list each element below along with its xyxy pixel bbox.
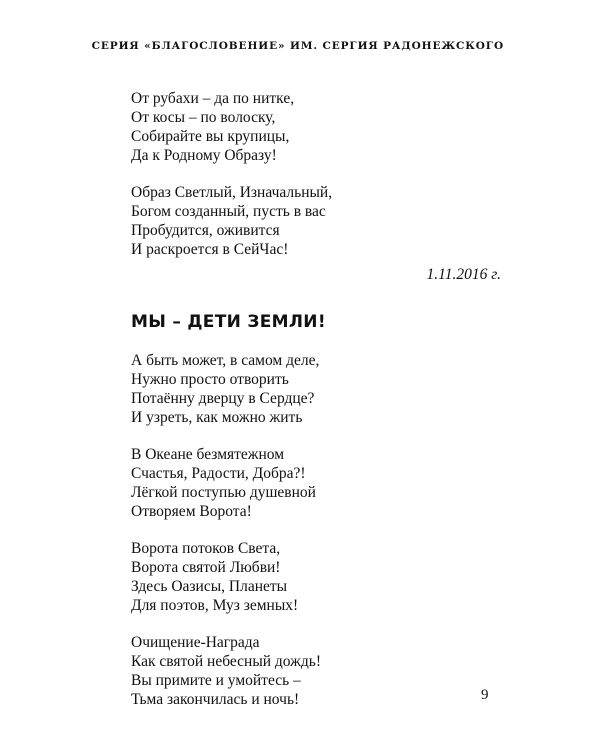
verse-line: А быть может, в самом деле, bbox=[131, 352, 320, 369]
poem2-stanza-1 bbox=[131, 351, 501, 427]
running-header: СЕРИЯ «БЛАГОСЛОВЕНИЕ» ИМ. СЕРГИЯ РАДОНЕЖСКОГО bbox=[91, 40, 504, 52]
verse-line: Ворота святой Любви! bbox=[131, 559, 281, 576]
verse-line: Богом созданный, пусть в вас bbox=[131, 203, 326, 220]
verse-line: Как святой небесный дождь! bbox=[131, 653, 321, 670]
page-content bbox=[131, 89, 501, 709]
verse-line: Образ Светлый, Изначальный, bbox=[131, 184, 333, 201]
poem-date: 1.11.2016 г. bbox=[426, 266, 501, 283]
verse-line: В Океане безмятежном bbox=[131, 446, 285, 463]
poem-title: МЫ – ДЕТИ ЗЕМЛИ! bbox=[131, 312, 326, 332]
verse-line: Потаённу дверцу в Сердце? bbox=[131, 390, 315, 407]
verse-line: Тьма закончилась и ночь! bbox=[131, 691, 300, 708]
verse-line: Вы примите и умойтесь – bbox=[131, 672, 301, 689]
verse-line: От рубахи – да по нитке, bbox=[131, 90, 295, 107]
verse-line: И узреть, как можно жить bbox=[131, 409, 303, 426]
poem1-stanza-2 bbox=[131, 183, 501, 259]
verse-line: Лёгкой поступью душевной bbox=[131, 484, 316, 501]
poem2-stanza-2 bbox=[131, 445, 501, 521]
verse-line: Здесь Оазисы, Планеты bbox=[131, 578, 288, 595]
verse-line: Пробудится, оживится bbox=[131, 222, 280, 239]
verse-line: Да к Родному Образу! bbox=[131, 147, 277, 164]
verse-line: Очищение-Награда bbox=[131, 634, 260, 651]
poem2-stanza-4 bbox=[131, 633, 501, 709]
verse-line: От косы – по волоску, bbox=[131, 109, 276, 126]
verse-line: Отворяем Ворота! bbox=[131, 503, 252, 520]
verse-line: Счастья, Радости, Добра?! bbox=[131, 465, 306, 482]
poem1-stanza-1 bbox=[131, 89, 501, 165]
verse-line: Для поэтов, Муз земных! bbox=[131, 597, 299, 614]
poem2-stanza-3 bbox=[131, 539, 501, 615]
verse-line: И раскроется в СейЧас! bbox=[131, 241, 289, 258]
verse-line: Ворота потоков Света, bbox=[131, 540, 281, 557]
verse-line: Нужно просто отворить bbox=[131, 371, 289, 388]
verse-line: Собирайте вы крупицы, bbox=[131, 128, 290, 145]
page-number: 9 bbox=[481, 687, 489, 703]
